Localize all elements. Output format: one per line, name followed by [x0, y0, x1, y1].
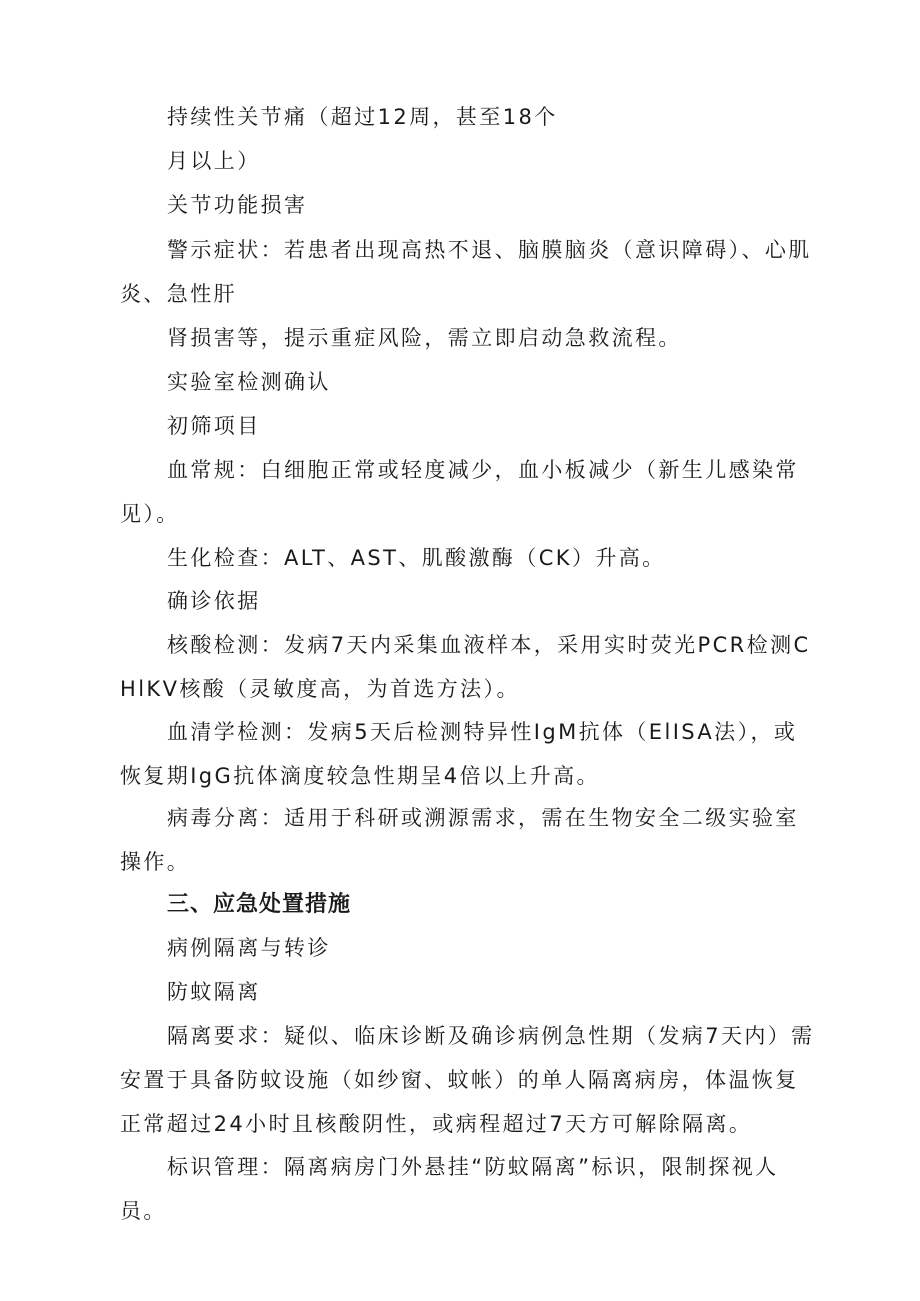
- paragraph-signage-management: 标识管理：隔离病房门外悬挂“防蚊隔离”标识，限制探视人员。: [120, 1155, 779, 1223]
- subheading-mosquito-isolation: 防蚊隔离: [167, 980, 261, 1004]
- paragraph-renal-damage: 肾损害等，提示重症风险，需立即启动急救流程。: [167, 326, 682, 350]
- paragraph-warning-symptoms: 警示症状：若患者出现高热不退、脑膜脑炎（意识障碍）、心肌炎、急性肝: [120, 238, 812, 306]
- paragraph-persistent-arthralgia: 持续性关节痛（超过12周，甚至18个: [167, 105, 558, 129]
- paragraph-joint-damage: 关节功能损害: [167, 193, 308, 217]
- paragraph-nucleic-acid-test: 核酸检测：发病7天内采集血液样本，采用实时荧光PCR检测CHlKV核酸（灵敏度高，为首选方法）。: [120, 633, 811, 701]
- section-heading-emergency-measures: 三、应急处置措施: [167, 892, 352, 917]
- paragraph-biochemistry: 生化检查：ALT、AST、肌酸激酶（CK）升高。: [167, 546, 666, 570]
- paragraph-serology-test: 血清学检测：发病5天后检测特异性IgM抗体（ElISA法），或恢复期IgG抗体滴度较急性期呈4倍以上升高。: [120, 720, 798, 788]
- paragraph-duration: 月以上）: [167, 149, 261, 173]
- subheading-lab-confirmation: 实验室检测确认: [167, 370, 331, 394]
- subheading-isolation-referral: 病例隔离与转诊: [167, 936, 331, 960]
- paragraph-isolation-requirements: 隔离要求：疑似、临床诊断及确诊病例急性期（发病7天内）需安置于具备防蚊设施（如纱窗、蚊帐）的单人隔离病房，体温恢复正常超过24小时且核酸阴性，或病程超过7天方可解除隔离。: [120, 1024, 815, 1136]
- paragraph-virus-isolation: 病毒分离：适用于科研或溯源需求，需在生物安全二级实验室操作。: [120, 806, 799, 874]
- subheading-diagnosis-basis: 确诊依据: [167, 589, 261, 613]
- paragraph-blood-routine: 血常规：白细胞正常或轻度减少，血小板减少（新生儿感染常见）。: [120, 458, 799, 526]
- subheading-screening: 初筛项目: [167, 414, 261, 438]
